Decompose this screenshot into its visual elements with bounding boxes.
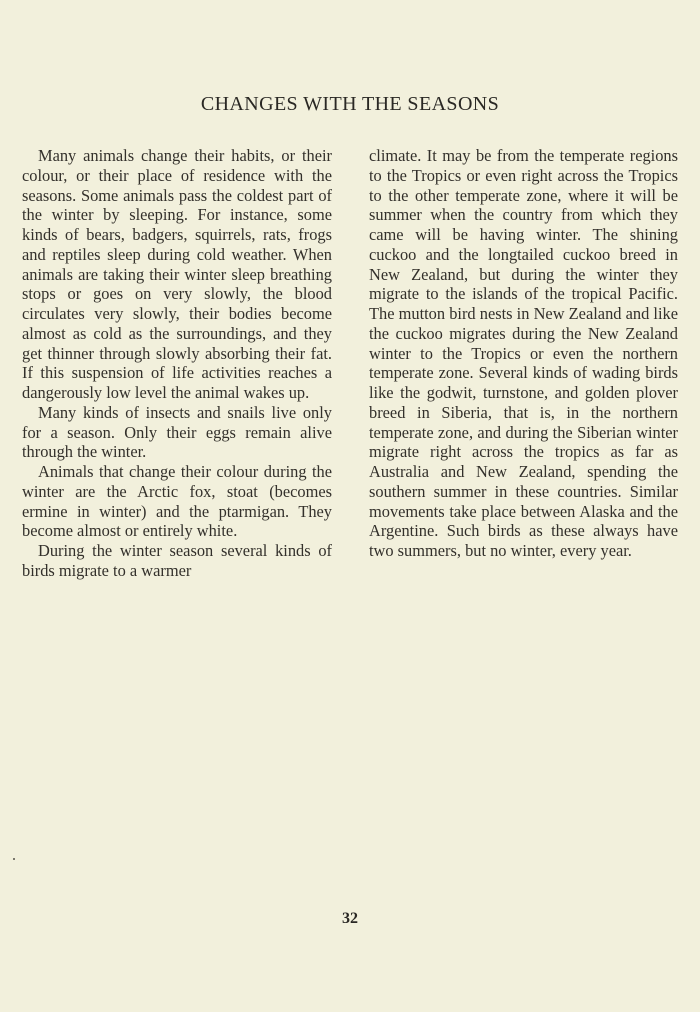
paragraph: Animals that change their colour during the winter are the Arctic fox, stoat (becomes ermine in winter) and the ptarmigan. They become almost or entirely white. [22, 462, 332, 541]
paragraph: climate. It may be from the temperate regions to the Tropics or even right across the Tropics to the other temperate zone, where it will be summer when the country from which they came will be having winter. The shining cuckoo and the longtailed cuckoo breed in New Zealand, but during the winter they migrate to the islands of the tropical Pacific. The mutton bird nests in New Zealand and like the cuckoo migrates during the New Zealand winter to the Tropics or even the northern temperate zone. Several kinds of wading birds like the godwit, turnstone, and golden plover breed in Siberia, that is, in the northern temperate zone, and during the Siberian winter migrate right across the tropics as far as Australia and New Zealand, spending the southern summer in these countries. Similar movements take place between Alaska and the Argentine. Such birds as these always have two summers, but no winter, every year. [369, 146, 678, 560]
paragraph: Many animals change their habits, or their colour, or their place of residence with the seasons. Some animals pass the coldest part of the winter by sleeping. For instance, some kinds of bears, badgers, squirrels, rats, frogs and reptiles sleep during cold weather. When animals are taking their winter sleep breathing stops or goes on very slowly, the blood circulates very slowly, their bodies become almost as cold as the surroundings, and they get thinner through slowly absorbing their fat. If this suspension of life activities reaches a dangerously low level the animal wakes up. [22, 146, 332, 402]
paragraph: During the winter season several kinds of birds migrate to a warmer [22, 541, 332, 580]
page-title: CHANGES WITH THE SEASONS [200, 93, 500, 115]
paper-speck [13, 858, 15, 860]
right-column [369, 146, 678, 561]
paragraph: Many kinds of insects and snails live only for a season. Only their eggs remain alive through the winter. [22, 402, 332, 462]
left-column [22, 146, 332, 581]
page-number: 32 [342, 910, 358, 927]
